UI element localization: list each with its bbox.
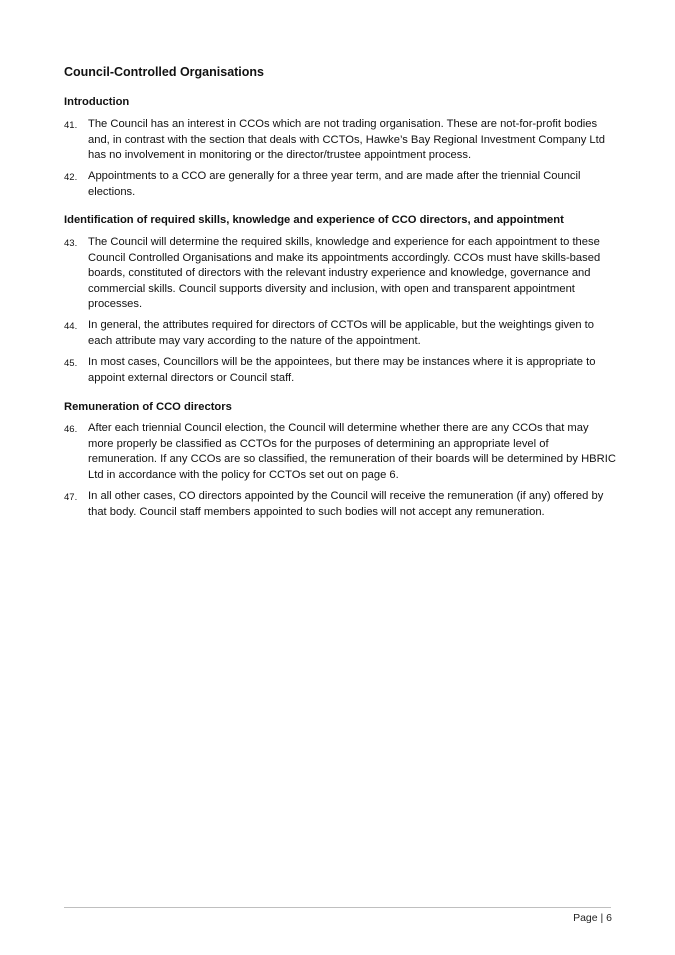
remuneration-heading: Remuneration of CCO directors [64,401,232,413]
paragraph-42 [64,169,616,200]
paragraph-number: 45. [64,358,78,369]
paragraph-43 [64,235,616,313]
paragraph-41 [64,117,616,164]
paragraph-number: 44. [64,321,78,332]
paragraph-45 [64,355,616,386]
skills-heading: Identification of required skills, knowledge and experience of CCO directors, and appointment [64,214,564,226]
paragraph-44 [64,318,616,349]
page-number: Page | 6 [573,912,612,924]
paragraph-text: The Council has an interest in CCOs which are not trading organisation. These are not-for-profit bodies and, in contrast with the section that deals with CCTOs, Hawke’s Bay Regional Investment Company Ltd has no involvement in monitoring or the director/trustee appointment process. [88,118,605,162]
paragraph-number: 42. [64,172,78,183]
paragraph-number: 41. [64,120,78,131]
paragraph-number: 47. [64,492,78,503]
paragraph-text: In general, the attributes required for directors of CCTOs will be applicable, but the weightings given to each attribute may vary according to the nature of the appointment. [88,319,594,347]
paragraph-text: The Council will determine the required skills, knowledge and experience for each appointment to these Council Controlled Organisations and make its appointments accordingly. CCOs must have skills-based boards, constituted of directors with the relevant industry experience and knowledge, governance and commercial skills. Council supports diversity and inclusion, with open and transparent appointment processes. [88,236,601,311]
introduction-heading: Introduction [64,96,130,108]
paragraph-number: 46. [64,424,78,435]
paragraph-text: In all other cases, CO directors appointed by the Council will receive the remuneration (if any) offered by that body. Council staff members appointed to such bodies will not accept any remuneration. [88,490,604,518]
paragraph-text: Appointments to a CCO are generally for a three year term, and are made after the triennial Council elections. [88,170,581,198]
paragraph-46 [64,421,616,483]
paragraph-text: After each triennial Council election, the Council will determine whether there are any CCOs that may more properly be classified as CCTOs for the purposes of determining an appropriate level of remuneration. If any CCOs are so classified, the remuneration of their boards will be determined by HBRIC Ltd in accordance with the policy for CCTOs set out on page 6. [88,422,616,481]
section-title: Council-Controlled Organisations [64,65,265,79]
footer-divider [64,907,611,908]
paragraph-47 [64,489,616,520]
paragraph-number: 43. [64,238,78,249]
paragraph-text: In most cases, Councillors will be the appointees, but there may be instances where it is appropriate to appoint external directors or Council staff. [88,356,596,384]
